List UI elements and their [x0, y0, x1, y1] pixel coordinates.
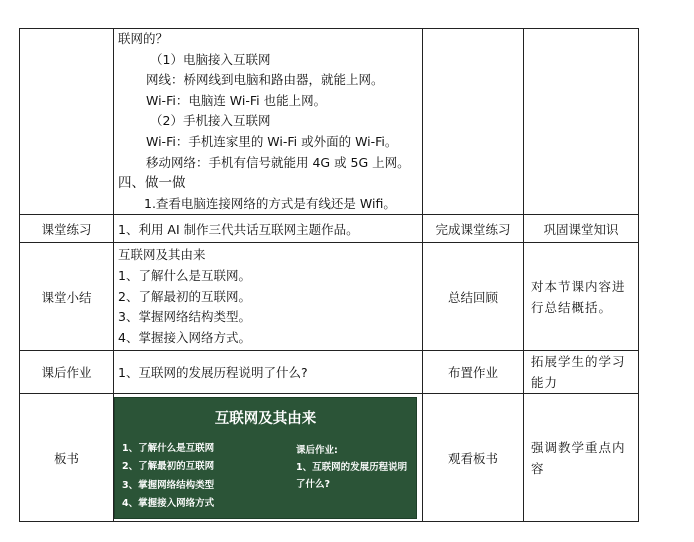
board-purpose [524, 394, 639, 522]
summary-line: 互联网及其由来 [118, 247, 206, 263]
row-label-board: 板书 [20, 394, 114, 522]
homework-activity: 布置作业 [423, 351, 524, 394]
row-label-practice: 课堂练习 [20, 215, 114, 243]
summary-line: 2、了解最初的互联网。 [118, 288, 251, 304]
teaching-content-lines [118, 29, 422, 214]
row-label-empty [20, 29, 114, 215]
board-item: 2、了解最初的互联网 [122, 461, 215, 473]
homework-purpose [524, 351, 639, 394]
content-line: （1）电脑接入互联网 [150, 51, 271, 67]
table-row-board [20, 394, 639, 522]
purpose-line: 能力 [531, 375, 559, 391]
summary-activity: 总结回顾 [423, 243, 524, 351]
practice-purpose: 巩固课堂知识 [524, 215, 639, 243]
summary-line: 4、掌握接入网络方式。 [118, 329, 251, 345]
content-line: 1.查看电脑连接网络的方式是有线还是 Wifi。 [144, 195, 396, 211]
board-cell [114, 394, 423, 522]
summary-content [114, 243, 423, 351]
row-label-summary: 课堂小结 [20, 243, 114, 351]
board-item: 4、掌握接入网络方式 [122, 498, 215, 510]
purpose-line: 容 [531, 460, 545, 476]
purpose-line: 强调教学重点内 [531, 439, 626, 455]
content-line: （2）手机接入互联网 [150, 113, 271, 129]
activity-empty [423, 29, 524, 215]
summary-line: 1、了解什么是互联网。 [118, 267, 251, 283]
board-title: 互联网及其由来 [214, 410, 317, 427]
board-left-list [122, 440, 214, 514]
board-homework-line: 了什么? [296, 478, 331, 490]
table-row-summary [20, 243, 639, 351]
board-item: 1、了解什么是互联网 [122, 442, 215, 454]
teaching-content-cell [114, 29, 423, 215]
row-label-homework: 课后作业 [20, 351, 114, 394]
homework-content: 1、互联网的发展历程说明了什么? [114, 351, 423, 394]
section-heading: 四、做一做 [118, 175, 186, 192]
purpose-empty [524, 29, 639, 215]
purpose-line: 拓展学生的学习 [531, 354, 626, 370]
practice-content: 1、利用 AI 制作三代共话互联网主题作品。 [114, 215, 423, 243]
board-item: 3、掌握网络结构类型 [122, 479, 215, 491]
board-homework-line: 1、互联网的发展历程说明 [296, 461, 408, 473]
board-homework-line: 课后作业: [296, 444, 338, 456]
lesson-plan-table [19, 28, 639, 522]
content-line: 移动网络：手机有信号就能用 4G 或 5G 上网。 [146, 154, 410, 170]
blackboard-image [114, 397, 417, 519]
content-line: Wi-Fi：电脑连 Wi-Fi 也能上网。 [146, 92, 327, 108]
board-homework [296, 442, 407, 493]
table-row-homework [20, 351, 639, 394]
content-line: Wi-Fi：手机连家里的 Wi-Fi 或外面的 Wi-Fi。 [146, 133, 398, 149]
board-activity: 观看板书 [423, 394, 524, 522]
summary-purpose [524, 243, 639, 351]
content-line: 网线：桥网线到电脑和路由器，就能上网。 [146, 72, 384, 88]
content-line: 联网的？ [118, 31, 169, 46]
table-row-practice [20, 215, 639, 243]
purpose-line: 对本节课内容进 [531, 278, 626, 294]
practice-activity: 完成课堂练习 [423, 215, 524, 243]
table-row-teaching-process [20, 29, 639, 215]
summary-line: 3、掌握网络结构类型。 [118, 309, 251, 325]
purpose-line: 行总结概括。 [531, 299, 613, 315]
